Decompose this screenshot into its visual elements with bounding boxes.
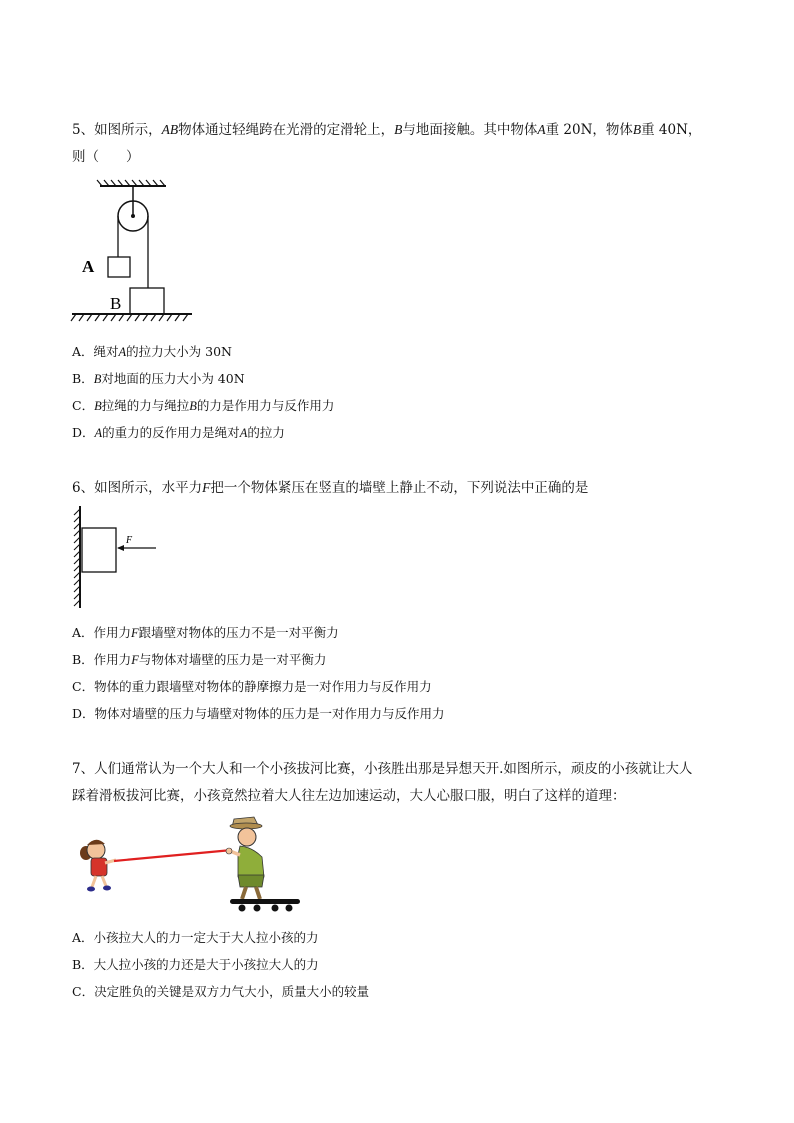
rope	[114, 850, 232, 861]
var: A	[94, 426, 103, 440]
q5-pulley-figure	[70, 176, 200, 326]
text: 跟墙壁对物体的压力不是一对平衡力	[138, 625, 339, 640]
child-figure	[80, 840, 116, 892]
text: 物体通过轻绳跨在光滑的定滑轮上，	[178, 122, 395, 138]
text: 的拉力	[247, 425, 285, 440]
var: B	[394, 122, 403, 137]
label-f: F	[126, 535, 133, 546]
text: D．	[72, 425, 95, 440]
label-b: B	[110, 294, 122, 313]
text: 5、如图所示，	[72, 122, 162, 138]
var: A	[118, 345, 127, 359]
q5-option-a	[72, 343, 232, 361]
q7-tug-of-war-illustration	[72, 817, 302, 917]
text: D．物体对墙壁的压力与墙壁对物体的压力是一对作用力与反作用力	[72, 706, 445, 721]
q6-option-c	[72, 678, 432, 696]
text: 重 20N，物体	[545, 122, 633, 138]
q6-option-a	[72, 624, 339, 642]
label-a: A	[82, 257, 95, 276]
q7-option-c: C．决定胜负的关键是双方力气大小，质量大小的较量	[72, 984, 370, 999]
var: F	[202, 480, 211, 495]
var: B	[189, 399, 197, 413]
text: 的力是作用力与反作用力	[196, 398, 335, 413]
text: B．作用力	[72, 652, 132, 667]
q7-option-b: B．大人拉小孩的力还是大于小孩拉大人的力	[72, 957, 319, 972]
block	[82, 528, 116, 572]
q7-stem-line1: 7、人们通常认为一个大人和一个小孩拔河比赛，小孩胜出那是异想天开.如图所示，顽皮的小孩就让大人	[72, 761, 693, 777]
text: C．	[72, 398, 95, 413]
text: A．绳对	[72, 344, 119, 359]
text: 6、如图所示，水平力	[72, 480, 203, 496]
q5-option-b	[72, 370, 245, 388]
q6-wall-figure	[70, 506, 170, 611]
q5-option-d	[72, 424, 285, 442]
var: F	[131, 653, 139, 667]
text: 重 40N，	[641, 122, 702, 138]
var: A	[537, 122, 546, 137]
text: 拉绳的力与绳拉	[101, 398, 190, 413]
q5-option-c	[72, 397, 334, 415]
adult-figure	[226, 817, 264, 899]
var: A	[239, 426, 248, 440]
skateboard	[230, 899, 300, 912]
q6-option-b	[72, 651, 326, 669]
var: AB	[161, 122, 179, 137]
text: 把一个物体紧压在竖直的墙壁上静止不动，下列说法中正确的是	[210, 480, 589, 496]
text: 与物体对墙壁的压力是一对平衡力	[138, 652, 327, 667]
var: F	[131, 626, 139, 640]
q7-stem-line2: 踩着滑板拔河比赛，小孩竟然拉着大人往左边加速运动，大人心服口服，明白了这样的道理：	[72, 788, 626, 804]
var: B	[94, 399, 102, 413]
q5-stem-line1	[72, 121, 701, 139]
block-b	[130, 288, 164, 314]
q6-stem	[72, 479, 588, 497]
text: A．作用力	[72, 625, 132, 640]
text: 的拉力大小为 30N	[126, 344, 232, 359]
var: B	[632, 122, 642, 137]
q7-option-a: A．小孩拉大人的力一定大于大人拉小孩的力	[72, 930, 319, 945]
q5-stem-line2: 则（ ）	[72, 149, 140, 165]
q6-option-d	[72, 705, 445, 723]
block-a	[108, 257, 130, 277]
text: 对地面的压力大小为 40N	[101, 371, 245, 386]
var: B	[93, 372, 102, 386]
text: B．	[72, 371, 94, 386]
text: 与地面接触。其中物体	[402, 122, 538, 138]
text: C．物体的重力跟墙壁对物体的静摩擦力是一对作用力与反作用力	[72, 679, 432, 694]
text: 的重力的反作用力是绳对	[102, 425, 240, 440]
